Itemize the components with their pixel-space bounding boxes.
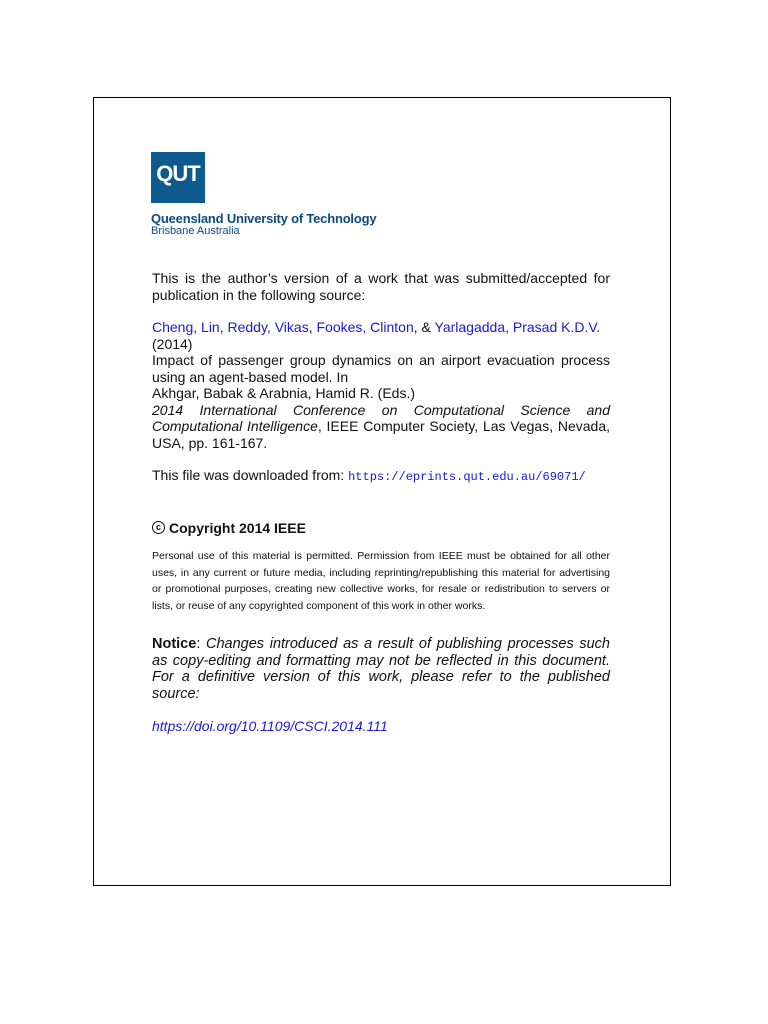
permission-text: Personal use of this material is permitted. Permission from IEEE must be obtained for all other uses, in any current or future media, including reprinting/republishing this material for advertising or promotional purposes, creating new collective works, for resale or redistribution to servers or lists, or reuse of any copyrighted component of this work in other works. <box>152 550 610 612</box>
author-sep: , & <box>413 319 435 335</box>
download-link[interactable]: https://eprints.qut.edu.au/69071/ <box>348 470 586 484</box>
notice-text: Changes introduced as a result of publishing processes such as copy-editing and formatting may not be reflected in this document. For a definitive version of this work, please refer to the published source: <box>152 636 610 702</box>
venue-name: 2014 International Conference on Computational Science and Computational Intelligence <box>152 401 610 434</box>
notice-paragraph: Notice: Changes introduced as a result of publishing processes such as copy-editing and formatting may not be reflected in this document. For a definitive version of this work, please refer to the published source: <box>152 636 610 702</box>
author-sep: , <box>219 319 228 335</box>
university-name: Queensland University of Technology <box>151 211 377 226</box>
doi-link[interactable]: https://doi.org/10.1109/CSCI.2014.111 <box>152 718 388 734</box>
author-link-4[interactable]: Yarlagadda, Prasad K.D.V. <box>434 319 601 335</box>
university-location: Brisbane Australia <box>151 225 240 237</box>
pub-year: (2014) <box>152 335 193 352</box>
copyright-line <box>152 520 610 537</box>
notice-label: Notice <box>152 636 197 652</box>
copyright-text: Copyright 2014 IEEE <box>169 519 306 536</box>
author-link-3[interactable]: Fookes, Clinton <box>316 319 414 335</box>
download-line <box>152 467 610 486</box>
editors: Akhgar, Babak & Arabnia, Hamid R. (Eds.) <box>152 385 416 401</box>
author-sep: , <box>308 319 317 335</box>
paper-title: Impact of passenger group dynamics on an airport evacuation process using an agent-based model. In <box>152 352 610 385</box>
venue-details: , IEEE Computer Society, Las Vegas, Nevada, USA, pp. 161-167. <box>152 418 611 451</box>
qut-logo <box>151 152 205 203</box>
author-link-1[interactable]: Cheng, Lin <box>152 319 220 335</box>
qut-logo-mark: QUT <box>156 160 200 186</box>
authors-line <box>152 319 610 336</box>
venue <box>152 402 610 452</box>
cover-content <box>152 270 610 735</box>
download-label: This file was downloaded from: <box>152 467 349 483</box>
copyright-icon: c <box>152 521 165 534</box>
author-link-2[interactable]: Reddy, Vikas <box>227 319 309 335</box>
intro-text: This is the author’s version of a work that was submitted/accepted for publication in the following source: <box>152 270 610 303</box>
